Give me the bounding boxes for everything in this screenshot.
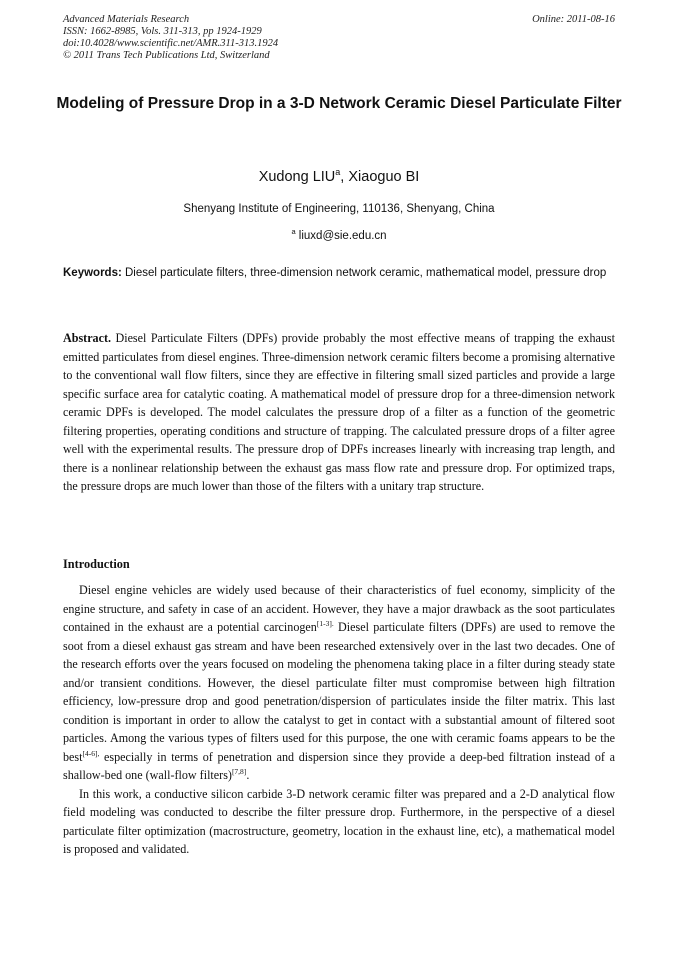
- paragraph: [63, 581, 615, 785]
- keywords-text: Diesel particulate filters, three-dimension network ceramic, mathematical model, pressure drop: [121, 267, 607, 279]
- author-email: [0, 227, 678, 242]
- paragraph-text: especially in terms of penetration and dispersion since they provide a deep-bed filtration instead of a shallow-bed one (wall-flow filters): [63, 749, 615, 782]
- section-heading-introduction: Introduction: [63, 557, 130, 571]
- abstract-text: Diesel Particulate Filters (DPFs) provide probably the most effective means of trapping the exhaust emitted particulates from diesel engines. Three-dimension network ceramic filters become a promising alternative to the conventional wall flow filters, since they are effective in filtering small sized particles and provide a large specific surface area for catalytic coating. A mathematical model of pressure drop for a three-dimension network ceramic DPFs is developed. The model calculates the pressure drop of a filter as a function of the geometric filtering properties, operating conditions and structure of trapping. The calculated pressure drops of a filter agree well with the experimental results. The pressure drop of DPFs increases linearly with increasing trap length, and there is a nonlinear relationship between the exhaust gas mass flow rate and pressure drop. For optimized traps, the pressure drops are much lower than those of the filters with a unitary trap structure.: [63, 331, 615, 493]
- email-affiliation-mark: a: [291, 227, 296, 236]
- author-name: Xiaoguo BI: [348, 168, 420, 185]
- paragraph-text: Diesel engine vehicles are widely used because of their characteristics of fuel economy, simplicity of the engine structure, and safety in case of an accident. However, they have a major drawback as the soot particulates contained in the exhaust are a potential carcinogen: [63, 583, 615, 634]
- issn-line: ISSN: 1662-8985, Vols. 311-313, pp 1924-1929: [63, 26, 262, 37]
- introduction-body: [63, 581, 615, 859]
- abstract-block: [63, 329, 615, 496]
- paragraph-text: .: [246, 768, 250, 782]
- paragraph-text: Diesel particulate filters (DPFs) are used to remove the soot from a diesel exhaust gas stream and have been researched extensively over in the last two decades. One of the research efforts over the years focused on modeling the phenomena taking place in a filter during steady state and/or transient conditions. However, the diesel particulate filter must compromise between high filtration efficiency, low-pressure drop and good penetration/dispersion of particulates inside the filter matrix. This last condition is important in order to allow the catalyst to get in contact with a substantial amount of filtered soot particles. Among the various types of filters used for this purpose, the one with ceramic foams appears to be the best: [63, 620, 616, 764]
- doi-line[interactable]: doi:10.4028/www.scientific.net/AMR.311-313.1924: [63, 38, 279, 49]
- paragraph: In this work, a conductive silicon carbide 3-D network ceramic filter was prepared and a 2-D analytical flow field modeling was conducted to describe the filter pressure drop. Furthermore, in the perspective of a diesel particulate filter optimization (macrostructure, geometry, location in the exhaust line, etc), a mathematical model is proposed and validated.: [63, 786, 615, 856]
- citation[interactable]: [7,8]: [231, 766, 247, 776]
- citation[interactable]: [1-3].: [316, 618, 334, 628]
- affiliation: Shenyang Institute of Engineering, 110136, Shenyang, China: [183, 203, 495, 215]
- keywords-block: [63, 264, 615, 283]
- email-address[interactable]: liuxd@sie.edu.cn: [295, 229, 387, 242]
- citation[interactable]: [4-6],: [82, 748, 100, 758]
- author-separator: ,: [340, 168, 349, 185]
- paper-title: Modeling of Pressure Drop in a 3-D Network Ceramic Diesel Particulate Filter: [56, 95, 622, 112]
- abstract-label: Abstract.: [63, 331, 112, 345]
- journal-name: Advanced Materials Research: [63, 14, 190, 25]
- author-name: Xudong LIU: [258, 168, 336, 185]
- keywords-label: Keywords:: [63, 267, 122, 279]
- journal-header: [63, 14, 615, 62]
- online-date: Online: 2011-08-16: [532, 14, 615, 25]
- copyright-line: © 2011 Trans Tech Publications Ltd, Switzerland: [63, 50, 270, 61]
- author-affiliation-mark: a: [335, 167, 341, 177]
- author-list: [0, 167, 678, 185]
